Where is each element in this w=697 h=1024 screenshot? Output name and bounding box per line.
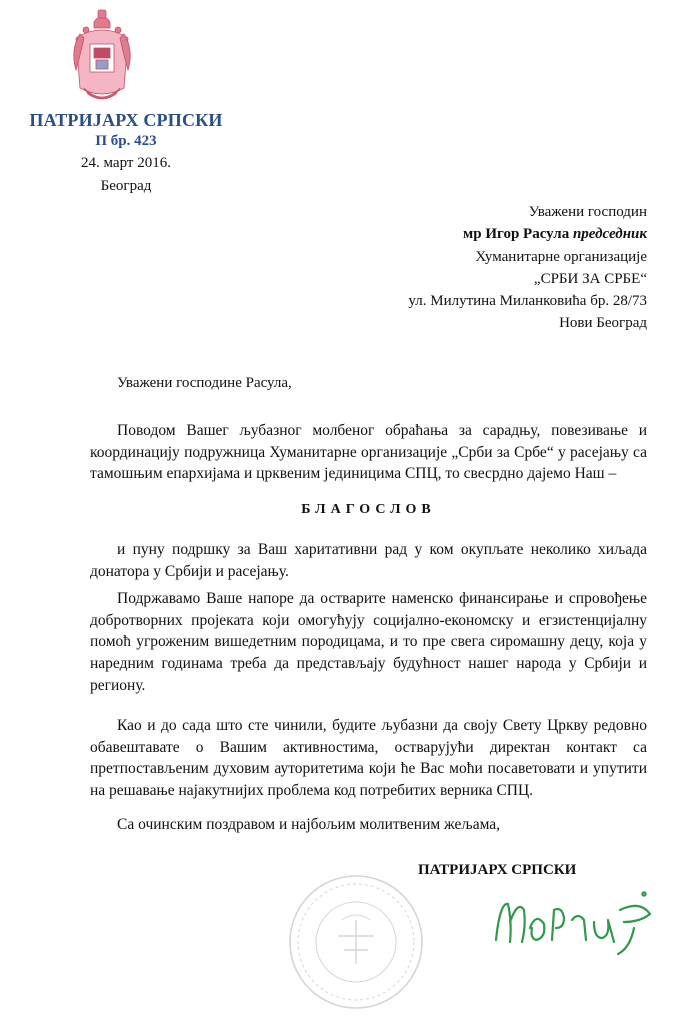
recipient-block: [408, 201, 647, 335]
seal-stamp-icon: [286, 872, 426, 1012]
recipient-greeting: Уважени господин: [528, 204, 647, 220]
paragraph-intro: Поводом Вашег љубазног молбеног обраћања за сарадњу, повезивање и координацију подружница Хуманитарне организације „Срби за Србе“ у расејању са тамошњим епархијама и црквеним јединицима СПЦ, то свесрдно дајемо Наш –: [90, 422, 647, 483]
recipient-street: ул. Милутина Миланковића бр. 28/73: [408, 293, 647, 310]
letter-city: Београд: [100, 178, 152, 194]
paragraph-efforts: Подржавамо Ваше напоре да остварите наменско финансирање и спровођење добротворних пројеката који омогућују социјално-економску и егзистенцијалну помоћ угроженим вишедетним породицама, и то пре свега сиромашну децу, која у наредним годинама треба да представљају будућност нашег народа у Србији и региону.: [90, 590, 647, 694]
recipient-name-line: [408, 223, 647, 245]
signatory: ПАТРИЈАРХ СРПСКИ: [418, 862, 577, 878]
salutation: Уважени господине Расула,: [117, 375, 292, 391]
paragraph-request: Као и до сада што сте чинили, будите љубазни да своју Свету Цркву редовно обавештавате о Вашим активностима, остварујући директан контакт са претпостављеним духовим ауторитетима који ће Вас моћи посаветовати и упутити на решавање најакутнијих проблема код потребитих верника СПЦ.: [90, 717, 647, 800]
recipient-name: мр Игор Расула: [463, 226, 570, 243]
recipient-city: Нови Београд: [559, 315, 647, 332]
recipient-org-name: „СРБИ ЗА СРБЕ“: [533, 270, 647, 287]
recipient-org-line: Хуманитарне организације: [475, 248, 647, 265]
org-title: ПАТРИЈАРХ СРПСКИ: [29, 110, 223, 130]
blessing-heading: БЛАГОСЛОВ: [301, 502, 436, 517]
paragraph-closing: Са очинским поздравом и најбољим молитвеним жељама,: [117, 816, 501, 833]
recipient-title: председник: [572, 226, 647, 243]
handwritten-signature: [490, 882, 660, 960]
document-number: П бр. 423: [95, 133, 157, 149]
paragraph-support: и пуну подршку за Ваш харитативни рад у ком окупљате неколико хиљада донатора у Србији и расејању.: [90, 541, 647, 580]
letter-date: 24. март 2016.: [81, 155, 171, 171]
coat-of-arms-icon: [66, 8, 138, 108]
